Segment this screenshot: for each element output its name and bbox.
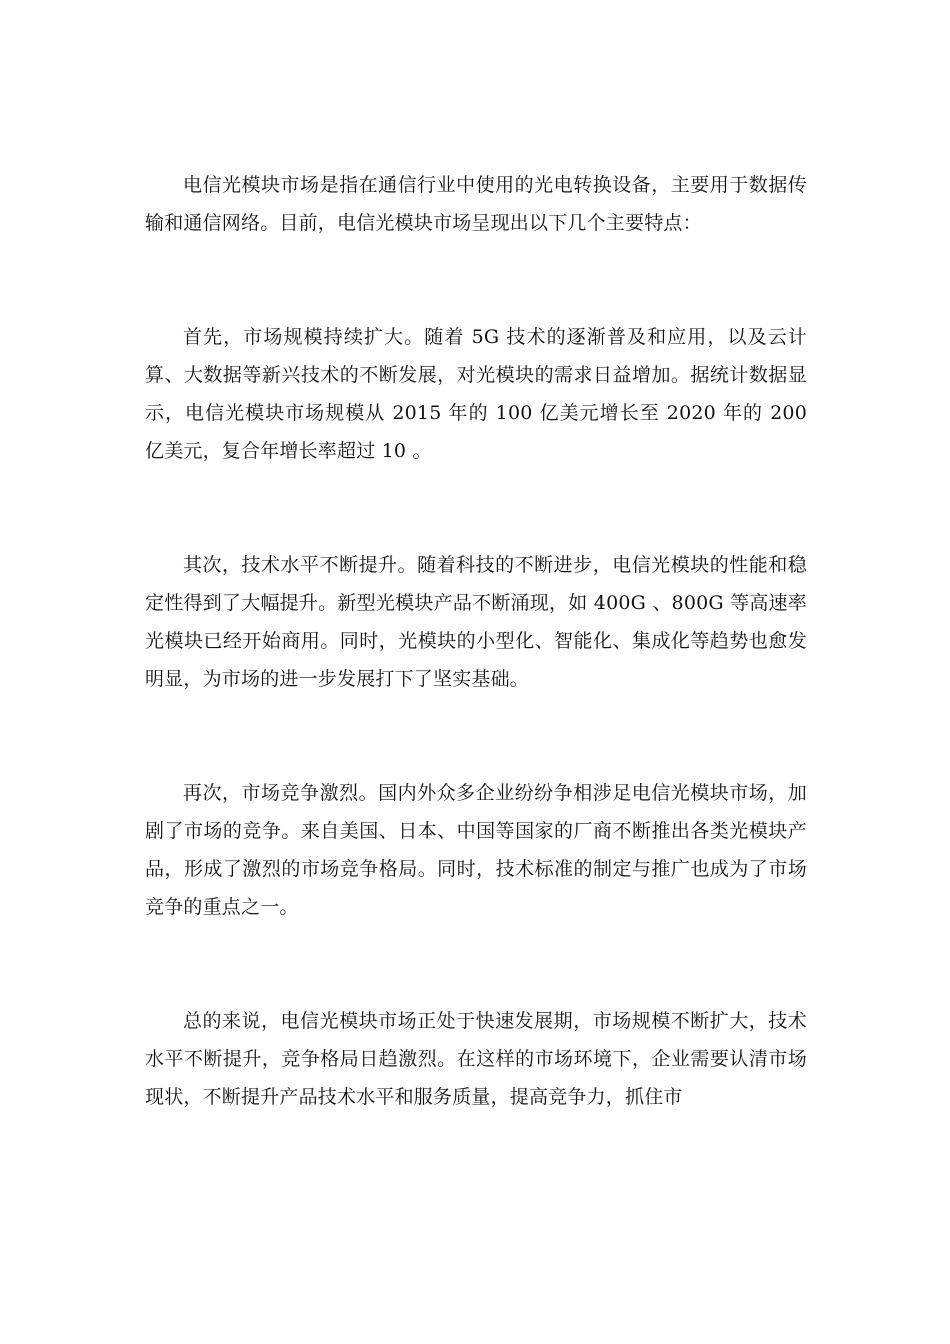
paragraph-summary: 总的来说，电信光模块市场正处于快速发展期，市场规模不断扩大，技术水平不断提升，竞争格局日趋激烈。在这样的市场环境下，企业需要认清市场现状，不断提升产品技术水平和服务质量，提高竞争力，抓住市	[145, 1010, 807, 1108]
document-body	[145, 166, 807, 1116]
paragraph-competition: 再次，市场竞争激烈。国内外众多企业纷纷争相涉足电信光模块市场，加剧了市场的竞争。来自美国、日本、中国等国家的厂商不断推出各类光模块产品，形成了激烈的市场竞争格局。同时，技术标准的制定与推广也成为了市场竞争的重点之一。	[145, 782, 807, 918]
paragraph-intro: 电信光模块市场是指在通信行业中使用的光电转换设备，主要用于数据传输和通信网络。目前，电信光模块市场呈现出以下几个主要特点：	[145, 174, 807, 234]
paragraph-market-scale: 首先，市场规模持续扩大。随着 5G 技术的逐渐普及和应用，以及云计算、大数据等新兴技术的不断发展，对光模块的需求日益增加。据统计数据显示，电信光模块市场规模从 2015 年的 100 亿美元增长至 2020 年的 200 亿美元，复合年增长率超过 10 。	[145, 326, 807, 462]
paragraph-technology-level: 其次，技术水平不断提升。随着科技的不断进步，电信光模块的性能和稳定性得到了大幅提升。新型光模块产品不断涌现，如 400G 、800G 等高速率光模块已经开始商用。同时，光模块的小型化、智能化、集成化等趋势也愈发明显，为市场的进一步发展打下了坚实基础。	[145, 554, 807, 690]
